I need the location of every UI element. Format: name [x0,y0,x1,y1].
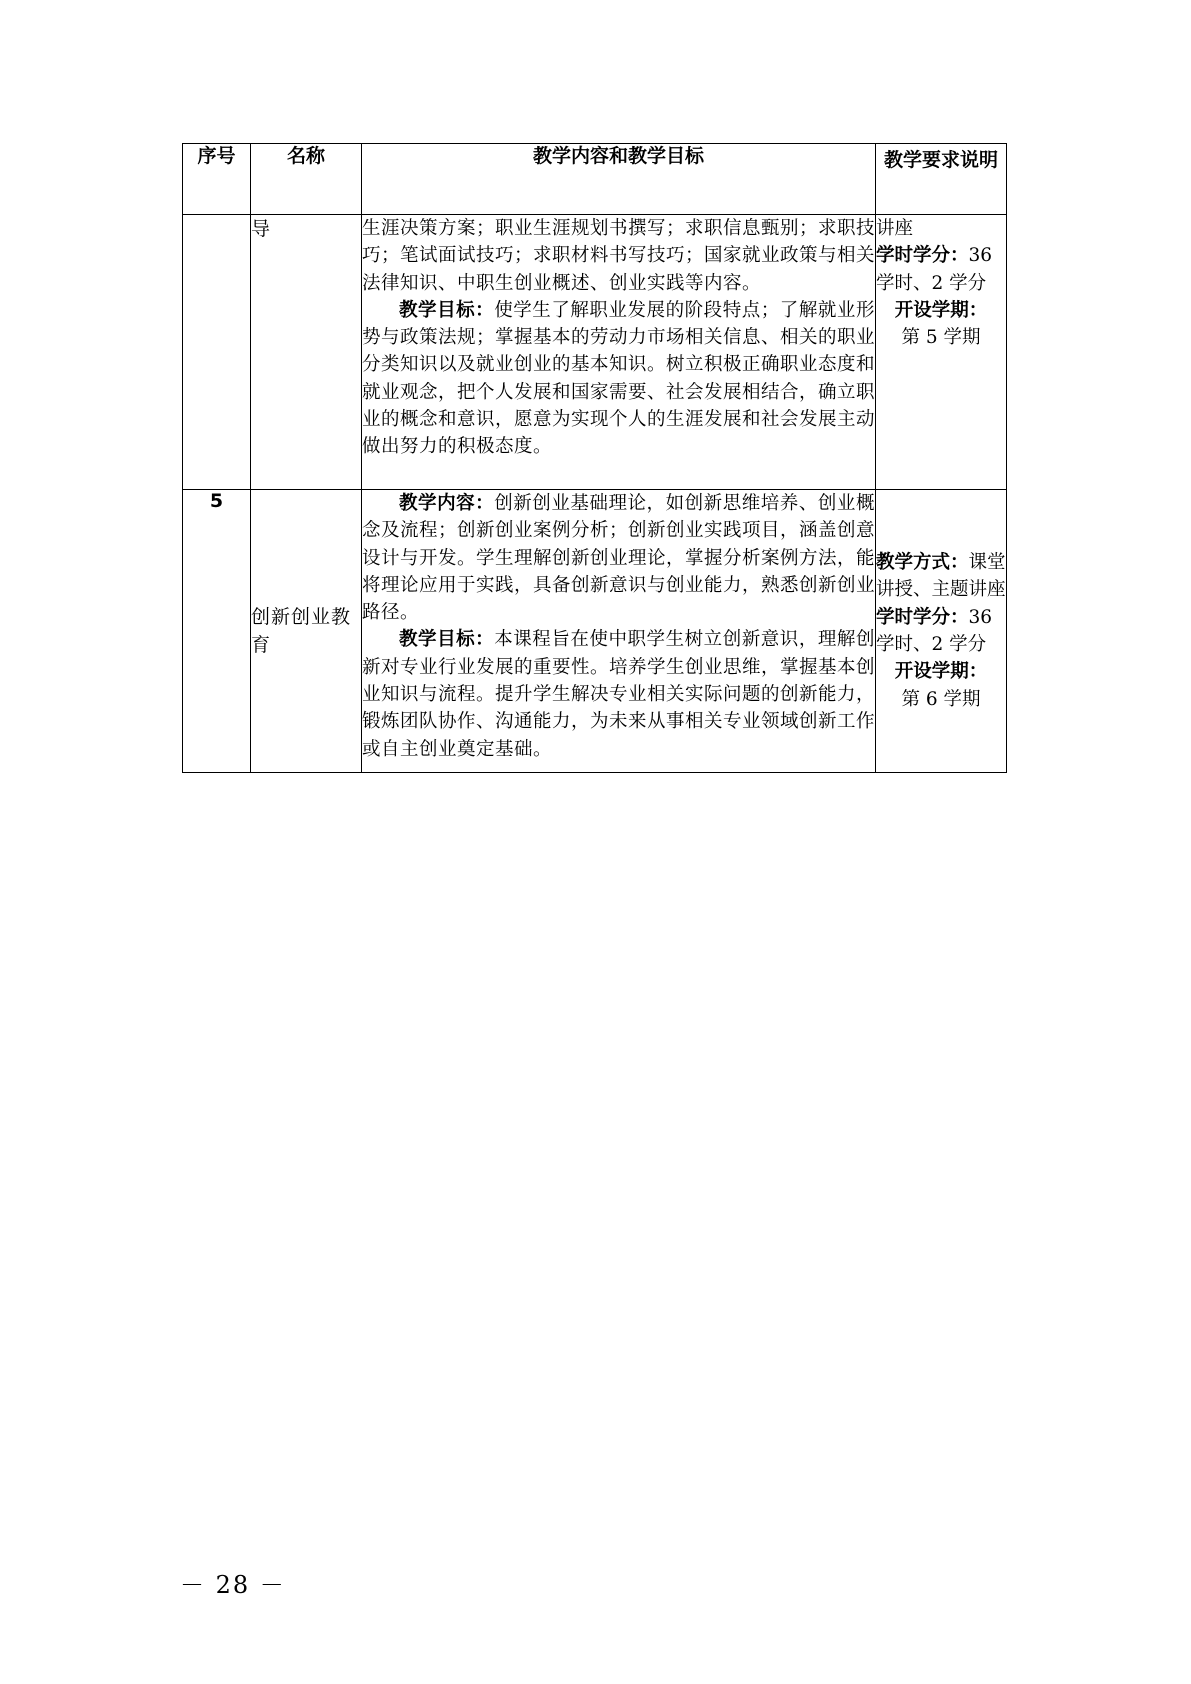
table-row [183,490,1007,773]
row-requirements [876,490,1007,773]
goal-label: 教学目标： [399,299,495,321]
course-table [182,143,1007,773]
row-serial-number [183,215,251,490]
req-hours-label: 学时学分： [876,245,969,267]
req-method-text: 课堂讲授、主题讲座 [876,552,1006,601]
req-term-label: 开设学期： [894,661,988,683]
goal-label: 教学目标： [399,629,495,651]
table-header-row [183,144,1007,215]
header-content-goals: 教学内容和教学目标 [362,144,876,215]
row-content-goals [362,215,876,490]
content-label: 教学内容： [399,493,495,514]
row-content-goals [362,490,876,773]
req-term-text: 第 6 学期 [901,688,981,710]
content-paragraph: 生涯决策方案；职业生涯规划书撰写；求职信息甄别；求职技巧；笔试面试技巧；求职材料书写技巧；国家就业政策与相关法律知识、中职生创业概述、创业实践等内容。 [362,218,876,294]
table-row [183,215,1007,490]
req-method [876,549,1006,604]
req-hours-label: 学时学分： [876,606,969,628]
row-serial-number: 5 [183,490,251,773]
header-serial-number: 序号 [183,144,251,215]
content-text: 创新创业基础理论，如创新思维培养、创业概念及流程；创新创业案例分析；创新创业实践项目，涵盖创意设计与开发。学生理解创新创业理论，掌握分析案例方法，能将理论应用于实践，具备创新意识与创业能力，熟悉创新创业路径。 [362,493,876,624]
req-hours [876,604,1006,659]
header-name: 名称 [251,144,362,215]
req-method-label: 教学方式： [876,552,969,574]
req-hours-value: 36 [968,245,993,267]
goal-paragraph [362,626,875,762]
content-paragraph [362,490,875,626]
req-term-label: 开设学期： [894,299,988,321]
req-hours-value: 36 [968,606,993,628]
row-requirements [876,215,1007,490]
goal-text: 本课程旨在使中职学生树立创新意识，理解创新对专业行业发展的重要性。培养学生创业思维，掌握基本创业知识与流程。提升学生解决专业相关实际问题的创新能力，锻炼团队协作、沟通能力，为未来从事相关专业领域创新工作或自主创业奠定基础。 [362,629,876,760]
goal-text: 使学生了解职业发展的阶段特点；了解就业形势与政策法规；掌握基本的劳动力市场相关信息、相关的职业分类知识以及就业创业的基本知识。树立积极正确职业态度和就业观念，把个人发展和国家需要、社会发展相结合，确立职业的概念和意识，愿意为实现个人的生涯发展和社会发展主动做出努力的积极态度。 [362,299,876,458]
page-number: － 28 － [180,1571,286,1599]
goal-paragraph [362,297,875,461]
row-course-name: 创新创业教育 [251,490,362,773]
req-hours-text: 学时、2 学分 [876,272,987,294]
req-hours-text: 学时、2 学分 [876,634,987,655]
req-term-text: 第 5 学期 [901,327,981,349]
header-requirements: 教学要求说明 [876,144,1007,215]
row-course-name: 导 [251,215,362,490]
req-method: 讲座 [876,218,914,239]
req-hours [876,242,1006,297]
